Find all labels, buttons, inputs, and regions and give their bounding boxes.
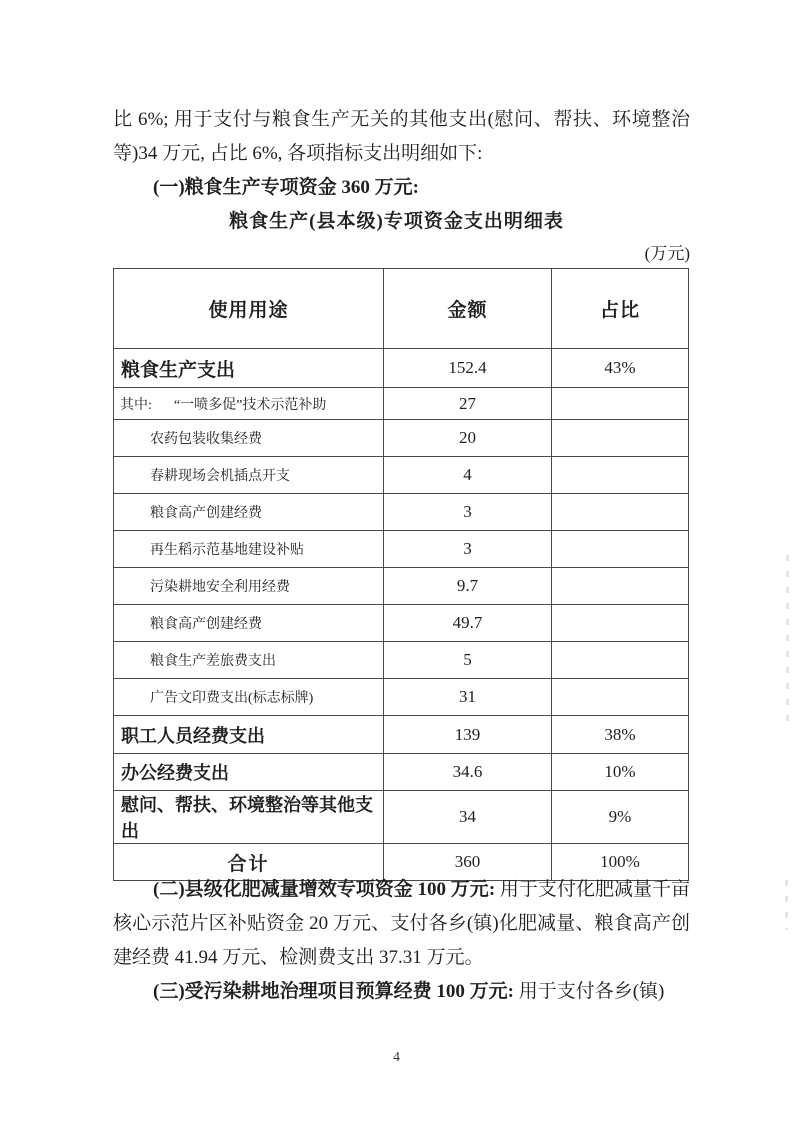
section3-body: 用于支付各乡(镇): [513, 981, 665, 1002]
use-cell: 慰问、帮扶、环境整治等其他支出: [114, 791, 384, 844]
scan-artifact: [785, 880, 788, 930]
table-row: [114, 531, 689, 568]
table-title: 粮食生产(县本级)专项资金支出明细表: [229, 211, 564, 232]
pct-cell: [552, 457, 689, 494]
amount-cell: 152.4: [384, 349, 552, 388]
total-pct-cell: 100%: [552, 844, 689, 881]
amount-cell: 139: [384, 716, 552, 754]
table-row: [114, 679, 689, 716]
section3-paragraph: [113, 975, 690, 1009]
pct-cell: [552, 420, 689, 457]
amount-cell: 3: [384, 494, 552, 531]
pct-cell: [552, 642, 689, 679]
total-amount-cell: 360: [384, 844, 552, 881]
table-row: [114, 642, 689, 679]
pct-cell: 43%: [552, 349, 689, 388]
amount-cell: 34: [384, 791, 552, 844]
table-header-row: [114, 269, 689, 349]
table-row: [114, 605, 689, 642]
pct-cell: [552, 679, 689, 716]
amount-cell: 34.6: [384, 754, 552, 791]
pct-cell: [552, 494, 689, 531]
use-label: “一喷多促”技术示范补助: [173, 397, 327, 413]
pct-cell: [552, 531, 689, 568]
table-row: [114, 388, 689, 420]
use-cell: 农药包装收集经费: [114, 420, 384, 457]
use-cell: 粮食高产创建经费: [114, 494, 384, 531]
amount-cell: 9.7: [384, 568, 552, 605]
amount-cell: 20: [384, 420, 552, 457]
table-row: [114, 568, 689, 605]
intro-paragraph: 比 6%; 用于支付与粮食生产无关的其他支出(慰问、帮扶、环境整治等)34 万元, 占比 6%, 各项指标支出明细如下:: [113, 109, 690, 164]
page-number: 4: [393, 1050, 400, 1065]
use-cell: 春耕现场会机插点开支: [114, 457, 384, 494]
table-row: [114, 791, 689, 844]
table-row: [114, 754, 689, 791]
section3-lead: (三)受污染耕地治理项目预算经费 100 万元:: [153, 981, 514, 1002]
use-cell: 粮食生产差旅费支出: [114, 642, 384, 679]
header-pct: 占比: [552, 269, 689, 349]
unit-label: (万元): [644, 244, 690, 263]
use-cell: 粮食高产创建经费: [114, 605, 384, 642]
table-row: [114, 716, 689, 754]
use-cell: 广告文印费支出(标志标牌): [114, 679, 384, 716]
section1-heading: (一)粮食生产专项资金 360 万元:: [153, 177, 419, 198]
table-row: [114, 349, 689, 388]
pct-cell: [552, 388, 689, 420]
header-use: 使用用途: [114, 269, 384, 349]
use-cell: 办公经费支出: [114, 754, 384, 791]
use-cell: 再生稻示范基地建设补贴: [114, 531, 384, 568]
lower-sections: [113, 873, 690, 1009]
expenditure-table: [113, 268, 689, 881]
section2-body: 用于支付化肥减量千亩核心示范片区补贴资金 20 万元、支付各乡(镇)化肥减量、粮食高产创建经费 41.94 万元、检测费支出 37.31 万元。: [113, 879, 690, 968]
amount-cell: 4: [384, 457, 552, 494]
scan-artifact: [786, 555, 789, 725]
table-row: [114, 457, 689, 494]
use-cell: [114, 388, 384, 420]
amount-cell: 3: [384, 531, 552, 568]
use-cell: 职工人员经费支出: [114, 716, 384, 754]
section2-paragraph: [113, 873, 690, 975]
amount-cell: 31: [384, 679, 552, 716]
among-which-prefix: 其中:: [120, 397, 152, 413]
section2-lead: (二)县级化肥减量增效专项资金 100 万元:: [153, 879, 496, 900]
use-cell: 粮食生产支出: [114, 349, 384, 388]
total-label-cell: 合计: [114, 844, 384, 881]
pct-cell: 38%: [552, 716, 689, 754]
amount-cell: 27: [384, 388, 552, 420]
header-amount: 金额: [384, 269, 552, 349]
amount-cell: 49.7: [384, 605, 552, 642]
pct-cell: 9%: [552, 791, 689, 844]
use-cell: 污染耕地安全利用经费: [114, 568, 384, 605]
table-row: [114, 494, 689, 531]
pct-cell: 10%: [552, 754, 689, 791]
table-row: [114, 420, 689, 457]
pct-cell: [552, 605, 689, 642]
pct-cell: [552, 568, 689, 605]
amount-cell: 5: [384, 642, 552, 679]
